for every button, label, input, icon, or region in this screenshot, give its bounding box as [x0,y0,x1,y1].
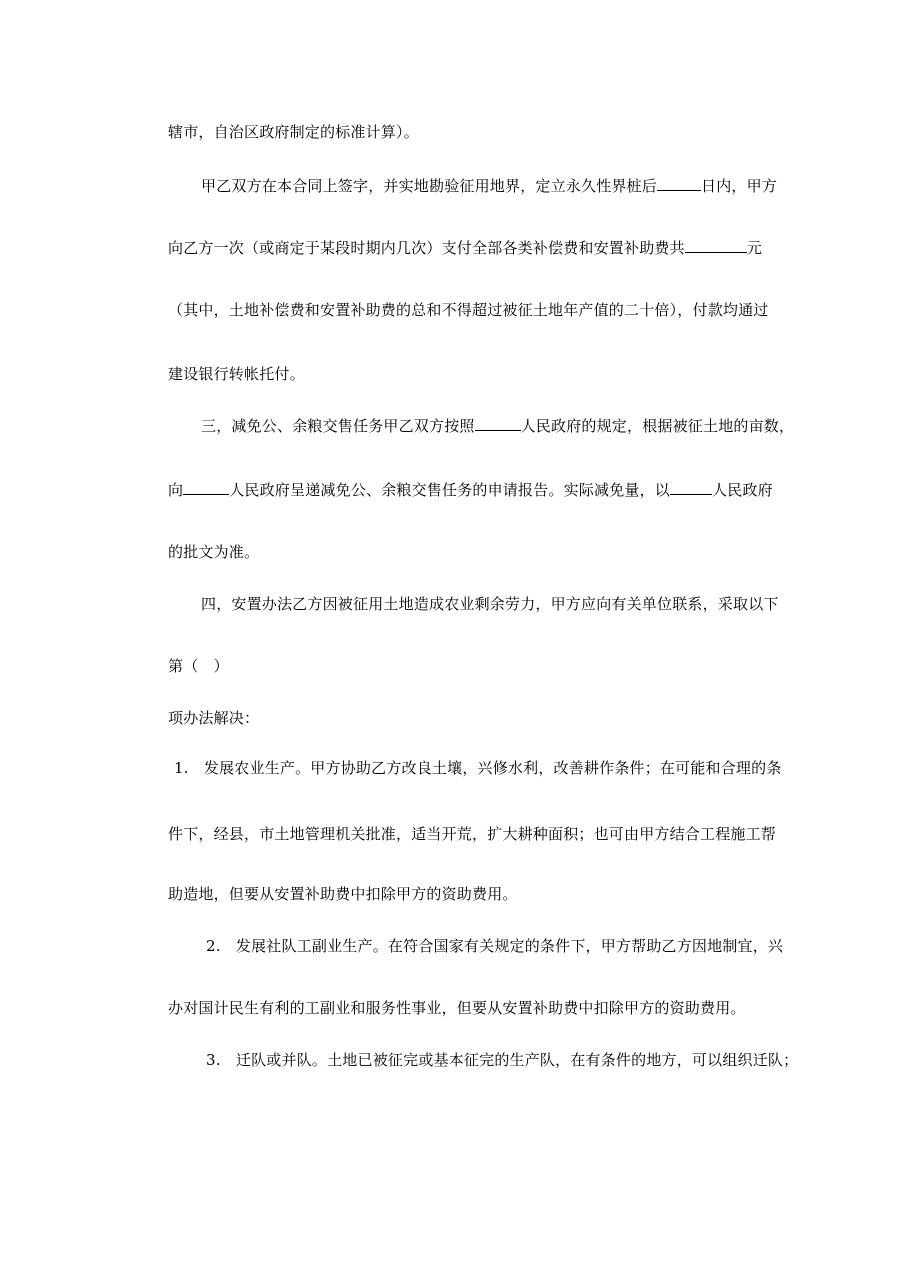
text-line [168,708,259,728]
text-line [168,656,229,676]
text-line [168,998,746,1018]
line-text: 件下，经县，市土地管理机关批准，适当开荒，扩大耕种面积；也可由甲方结合工程施工帮 [168,825,777,843]
line-text: 甲乙双方在本合同上签字，并实地勘验征用地界，定立永久性界桩后 [201,177,658,195]
line-text: 2. 发展社队工副业生产。在符合国家有关规定的条件下，甲方帮助乙方因地制宜，兴 [206,937,784,955]
text-line [168,364,305,384]
text-line [168,480,773,500]
text-line [168,300,769,320]
line-text: 的批文为准。 [168,543,260,561]
line-text: 第（ ） [168,657,229,675]
line-text: 辖市，自治区政府制定的标准计算）。 [168,123,419,141]
line-text: 建设银行转帐托付。 [168,365,305,383]
line-text: 日内，甲方 [701,177,778,195]
line-text: 人民政府的规定，根据被征土地的亩数， [520,417,795,435]
line-text: 助造地，但要从安置补助费中扣除甲方的资助费用。 [168,885,518,903]
text-line [201,176,777,196]
line-text: 1. 发展农业生产。甲方协助乙方改良土壤，兴修水利，改善耕作条件；在可能和合理的条 [174,759,782,777]
line-text: 四，安置办法乙方因被征用土地造成农业剩余劳力，甲方应向有关单位联系，采取以下 [201,595,779,613]
text-line [201,594,779,614]
line-text: 3. 迁队或并队。土地已被征完或基本征完的生产队，在有条件的地方，可以组织迁队； [206,1051,799,1069]
blank-field [475,416,521,431]
line-text: （其中，土地补偿费和安置补助费的总和不得超过被征土地年产值的二十倍），付款均通过 [168,301,769,319]
text-line [168,122,419,142]
line-text: 向乙方一次（或商定于某段时期内几次）支付全部各类补偿费和安置补助费共 [168,239,685,257]
line-text: 人民政府呈递减免公、余粮交售任务的申请报告。实际减免量，以 [229,481,671,499]
blank-field [685,238,747,253]
text-line [201,416,794,436]
text-line [168,238,762,258]
list-item [206,936,783,956]
list-item [206,1050,798,1070]
blank-field [657,176,701,191]
blank-field [183,480,229,495]
line-text: 向 [168,481,184,499]
line-text: 办对国计民生有利的工副业和服务性事业，但要从安置补助费中扣除甲方的资助费用。 [168,999,746,1017]
blank-field [670,480,712,495]
text-line [168,884,518,904]
line-text: 元 [746,239,763,257]
line-text: 三，减免公、余粮交售任务甲乙双方按照 [201,417,475,435]
line-text: 项办法解决： [168,709,260,727]
line-text: 人民政府 [712,481,773,499]
text-line [168,542,259,562]
text-line [168,824,776,844]
list-item [174,758,782,778]
